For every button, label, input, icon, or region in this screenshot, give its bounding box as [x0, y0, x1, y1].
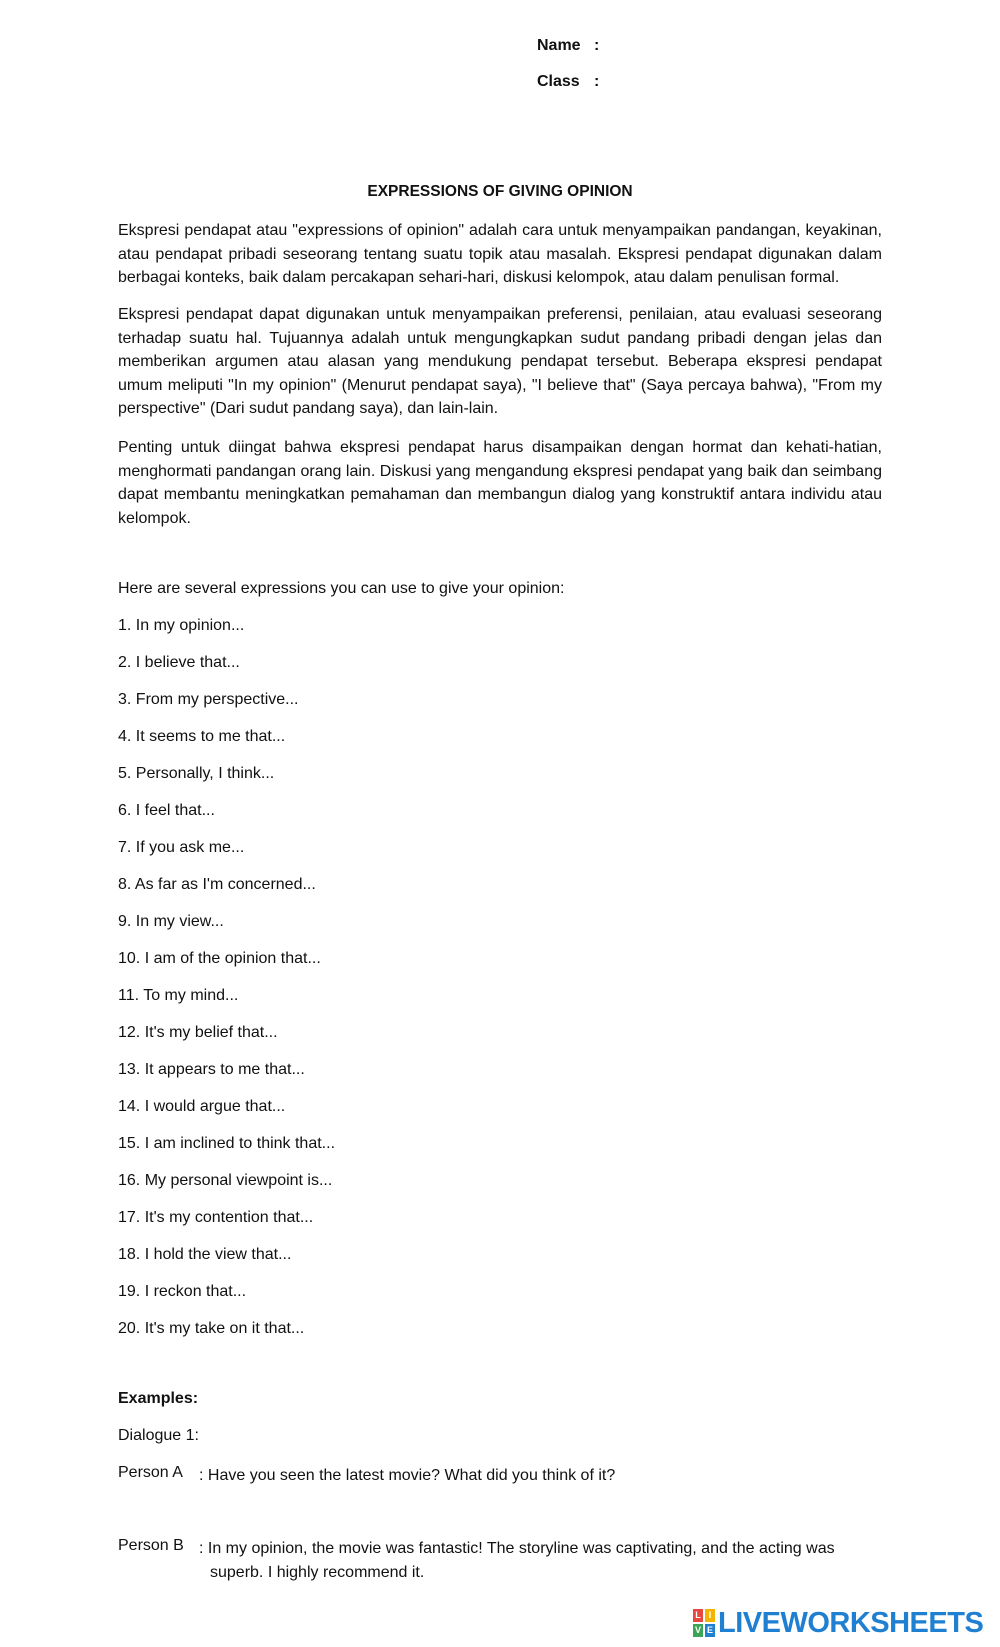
speaker-person-b: Person B	[118, 1537, 184, 1554]
expression-item: 9. In my view...	[118, 913, 224, 930]
utterance-text: : Have you seen the latest movie? What did you think of it?	[199, 1467, 616, 1484]
paragraph-1: Ekspresi pendapat atau "expressions of opinion" adalah cara untuk menyampaikan pandangan, keyakinan, atau pendapat pribadi seseorang tentang suatu topik atau masalah. Ekspresi pendapat digunakan dalam berbagai konteks, baik dalam percakapan sehari-hari, diskusi kelompok, atau dalam penulisan formal.	[118, 222, 882, 287]
utterance-person-b	[199, 1537, 859, 1585]
expression-item: 11. To my mind...	[118, 987, 239, 1004]
name-label: Name	[537, 37, 581, 54]
expression-item: 5. Personally, I think...	[118, 765, 275, 782]
liveworksheets-logo[interactable]	[693, 1608, 983, 1638]
expression-item: 14. I would argue that...	[118, 1098, 286, 1115]
class-label: Class	[537, 73, 580, 90]
expression-item: 4. It seems to me that...	[118, 728, 286, 745]
expression-item: 15. I am inclined to think that...	[118, 1135, 336, 1152]
expression-item: 13. It appears to me that...	[118, 1061, 305, 1078]
utterance-person-a	[199, 1464, 859, 1488]
logo-letter: I	[705, 1609, 715, 1622]
expression-item: 19. I reckon that...	[118, 1283, 247, 1300]
expression-item: 1. In my opinion...	[118, 617, 245, 634]
expression-item: 7. If you ask me...	[118, 839, 245, 856]
logo-letter: V	[694, 1625, 701, 1635]
speaker-person-a: Person A	[118, 1464, 183, 1481]
logo-letter: E	[706, 1625, 713, 1635]
page-title: EXPRESSIONS OF GIVING OPINION	[367, 183, 633, 200]
expressions-intro: Here are several expressions you can use to give your opinion:	[118, 580, 565, 597]
paragraph-2: Ekspresi pendapat dapat digunakan untuk menyampaikan preferensi, penilaian, atau evaluasi seseorang terhadap suatu hal. Tujuannya adalah untuk mengungkapkan sudut pandang pribadi dengan jelas dan memberikan argumen atau alasan yang mendukung pendapat tersebut. Beberapa ekspresi pendapat umum meliputi "In my opinion" (Menurut pendapat saya), "I believe that" (Saya percaya bahwa), "From my perspective" (Dari sudut pandang saya), dan lain-lain.	[118, 306, 882, 418]
expression-item: 20. It's my take on it that...	[118, 1320, 305, 1337]
expression-item: 6. I feel that...	[118, 802, 215, 819]
expression-item: 18. I hold the view that...	[118, 1246, 292, 1263]
utterance-continuation: superb. I highly recommend it.	[210, 1564, 425, 1581]
logo-letter: L	[693, 1609, 703, 1622]
examples-heading: Examples:	[118, 1390, 199, 1407]
expression-item: 17. It's my contention that...	[118, 1209, 314, 1226]
expression-item: 3. From my perspective...	[118, 691, 299, 708]
brand-name: LIVEWORKSHEETS	[718, 1606, 984, 1639]
class-colon: :	[594, 73, 600, 90]
utterance-text: : In my opinion, the movie was fantastic! The storyline was captivating, and the acting was	[199, 1540, 835, 1557]
name-colon: :	[594, 37, 600, 54]
dialogue-title: Dialogue 1:	[118, 1427, 199, 1444]
expression-item: 12. It's my belief that...	[118, 1024, 278, 1041]
expression-item: 2. I believe that...	[118, 654, 240, 671]
expression-item: 10. I am of the opinion that...	[118, 950, 321, 967]
paragraph-3: Penting untuk diingat bahwa ekspresi pendapat harus disampaikan dengan hormat dan kehati-hatian, menghormati pandangan orang lain. Diskusi yang mengandung ekspresi pendapat yang baik dan seimbang dapat membantu meningkatkan pemahaman dan membangun dialog yang konstruktif antara individu atau kelompok.	[118, 439, 882, 527]
expression-item: 8. As far as I'm concerned...	[118, 876, 316, 893]
expression-item: 16. My personal viewpoint is...	[118, 1172, 333, 1189]
logo-icon	[693, 1609, 715, 1637]
